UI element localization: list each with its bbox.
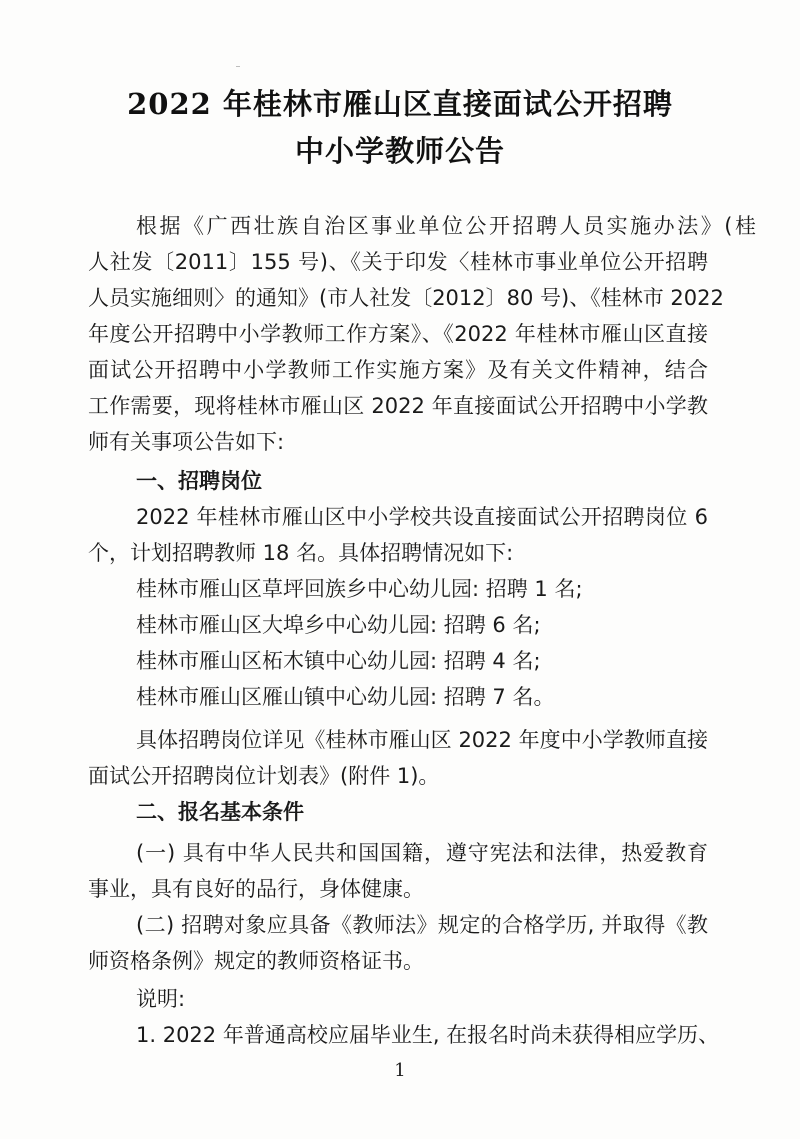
scan-speck: [236, 66, 240, 67]
intro-line-4: 年度公开招聘中小学教师工作方案》、《2022 年桂林市雁山区直接: [88, 322, 708, 346]
condition-1-line-2: 事业，具有良好的品行，身体健康。: [88, 877, 424, 901]
position-item-4: 桂林市雁山区雁山镇中心幼儿园: 招聘 7 名。: [136, 685, 555, 709]
position-item-2: 桂林市雁山区大埠乡中心幼儿园: 招聘 6 名;: [136, 613, 541, 637]
position-item-3: 桂林市雁山区柘木镇中心幼儿园: 招聘 4 名;: [136, 649, 541, 673]
intro-line-5: 面试公开招聘中小学教师工作实施方案》及有关文件精神，结合: [88, 358, 708, 382]
page-number: 1: [394, 1060, 406, 1081]
position-item-1: 桂林市雁山区草坪回族乡中心幼儿园: 招聘 1 名;: [136, 577, 583, 601]
section-1-heading: 一、招聘岗位: [136, 469, 262, 493]
intro-line-2: 人社发〔2011〕155 号)、《关于印发〈桂林市事业单位公开招聘: [88, 250, 708, 274]
document-title-line-1: 2022 年桂林市雁山区直接面试公开招聘: [127, 87, 673, 121]
intro-line-1: 根据《广西壮族自治区事业单位公开招聘人员实施办法》(桂: [136, 214, 756, 238]
section-1-para-line-2: 个，计划招聘教师 18 名。具体招聘情况如下:: [88, 541, 514, 565]
intro-line-6: 工作需要，现将桂林市雁山区 2022 年直接面试公开招聘中小学教: [88, 394, 708, 418]
section-1-para-line-1: 2022 年桂林市雁山区中小学校共设直接面试公开招聘岗位 6: [136, 505, 708, 529]
note-1: 1. 2022 年普通高校应届毕业生, 在报名时尚未获得相应学历、: [136, 1023, 720, 1047]
intro-line-7: 师有关事项公告如下:: [88, 430, 285, 454]
intro-line-3: 人员实施细则〉的通知》(市人社发〔2012〕80 号)、《桂林市 2022: [88, 286, 724, 310]
section-2-heading: 二、报名基本条件: [136, 800, 304, 824]
condition-1-line-1: (一) 具有中华人民共和国国籍，遵守宪法和法律，热爱教育: [136, 841, 708, 865]
condition-2-line-2: 师资格条例》规定的教师资格证书。: [88, 949, 424, 973]
condition-2-line-1: (二) 招聘对象应具备《教师法》规定的合格学历, 并取得《教: [136, 913, 708, 937]
section-1-detail-line-1: 具体招聘岗位详见《桂林市雁山区 2022 年度中小学教师直接: [136, 728, 708, 752]
note-label: 说明:: [136, 987, 186, 1011]
section-1-detail-line-2: 面试公开招聘岗位计划表》(附件 1)。: [88, 764, 440, 788]
document-title-line-2: 中小学教师公告: [294, 134, 505, 168]
